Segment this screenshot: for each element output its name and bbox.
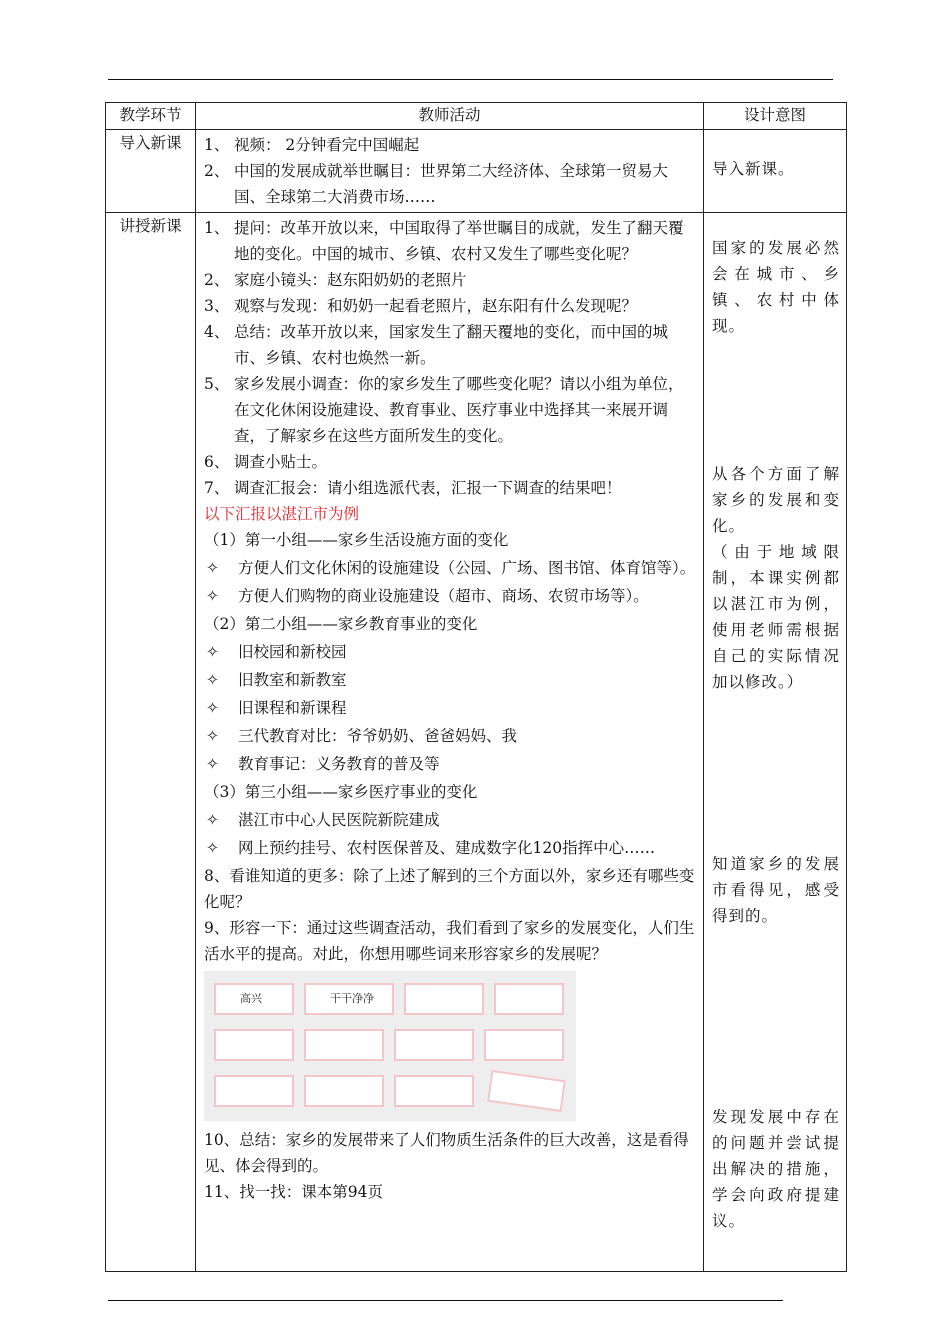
bullet-icon: ✧ [206, 671, 219, 689]
list-item: 2、 家庭小镜头：赵东阳奶奶的老照片 [204, 271, 467, 289]
header-rule [108, 79, 833, 80]
word-card [214, 1075, 294, 1107]
bullet-icon: ✧ [206, 559, 219, 577]
word-card [394, 1029, 474, 1061]
group2-title: （2）第二小组——家乡教育事业的变化 [204, 615, 478, 633]
list-item: 7、 调查汇报会：请小组选派代表，汇报一下调查的结果吧！ [204, 479, 622, 497]
word-card [487, 1070, 566, 1112]
header-teacher-activity: 教师活动 [196, 103, 704, 130]
item-11: 11、找一找：课本第94页 [204, 1183, 383, 1201]
table-header-row [106, 103, 847, 130]
intro-row [106, 130, 847, 213]
lecture-intent [704, 213, 847, 1272]
intro-activities [196, 130, 704, 213]
list-item: 2、 中国的发展成就举世瞩目：世界第二大经济体、全球第一贸易大国、全球第二大消费市场…… [204, 162, 669, 206]
lesson-plan-table [105, 102, 847, 1272]
word-card [494, 983, 564, 1015]
intent-2: 从各个方面了解家乡的发展和变化。 [712, 465, 840, 535]
list-item: 5、 家乡发展小调查：你的家乡发生了哪些变化呢？请以小组为单位，在文化休闲设施建设、教育事业、医疗事业中选择其一来展开调查，了解家乡在这些方面所发生的变化。 [204, 375, 684, 445]
intent-1: 国家的发展必然会在城市、乡镇、农村中体现。 [712, 239, 840, 335]
item-8: 8、看谁知道的更多：除了上述了解到的三个方面以外，家乡还有哪些变化呢？ [204, 867, 695, 911]
header-stage: 教学环节 [106, 103, 196, 130]
bullet-item: ✧ 方便人们文化休闲的设施建设（公园、广场、图书馆、体育馆等）。 [204, 555, 697, 581]
bullet-icon: ✧ [206, 587, 219, 605]
bullet-item: ✧ 方便人们购物的商业设施建设（超市、商场、农贸市场等）。 [204, 583, 697, 609]
bullet-icon: ✧ [206, 727, 219, 745]
bullet-icon: ✧ [206, 839, 219, 857]
word-card [304, 1029, 384, 1061]
group1-title: （1）第一小组——家乡生活设施方面的变化 [204, 531, 509, 549]
item-9: 9、形容一下：通过这些调查活动，我们看到了家乡的发展变化，人们生活水平的提高。对此，你想用哪些词来形容家乡的发展呢？ [204, 919, 695, 963]
list-item: 6、 调查小贴士。 [204, 453, 328, 471]
intent-4: 知道家乡的发展市看得见，感受得到的。 [712, 855, 840, 925]
word-card: 干干净净 [304, 983, 394, 1015]
word-card: 高兴 [214, 983, 294, 1015]
word-card [484, 1029, 564, 1061]
list-item: 4、 总结：改革开放以来，国家发生了翻天覆地的变化，而中国的城市、乡镇、农村也焕然一新。 [204, 323, 669, 367]
bullet-icon: ✧ [206, 755, 219, 773]
word-card [404, 983, 484, 1015]
bullet-item: ✧ 网上预约挂号、农村医保普及、建成数字化120指挥中心…… [204, 835, 697, 861]
item-10: 10、总结：家乡的发展带来了人们物质生活条件的巨大改善，这是看得见、体会得到的。 [204, 1131, 689, 1175]
bullet-item: ✧ 旧课程和新课程 [204, 695, 697, 721]
list-item: 1、 视频： 2分钟看完中国崛起 [204, 136, 420, 154]
bullet-item: ✧ 教育事记：义务教育的普及等 [204, 751, 697, 777]
intro-stage: 导入新课 [106, 130, 196, 213]
list-item: 1、 提问：改革开放以来，中国取得了举世瞩目的成就，发生了翻天覆地的变化。中国的城市、乡镇、农村又发生了哪些变化呢？ [204, 219, 684, 263]
bullet-item: ✧ 三代教育对比：爷爷奶奶、爸爸妈妈、我 [204, 723, 697, 749]
intro-intent: 导入新课。 [704, 130, 847, 213]
lecture-stage: 讲授新课 [106, 213, 196, 1272]
bullet-icon: ✧ [206, 811, 219, 829]
bullet-icon: ✧ [206, 699, 219, 717]
header-design-intent: 设计意图 [704, 103, 847, 130]
footer-rule [108, 1300, 783, 1301]
word-card [304, 1075, 384, 1107]
group3-title: （3）第三小组——家乡医疗事业的变化 [204, 783, 478, 801]
bullet-icon: ✧ [206, 643, 219, 661]
word-card-image [204, 971, 576, 1121]
intent-5: 发现发展中存在的问题并尝试提出解决的措施，学会向政府提建议。 [712, 1108, 840, 1230]
word-card [214, 1029, 294, 1061]
example-note: 以下汇报以湛江市为例 [204, 505, 360, 523]
word-card [394, 1075, 474, 1107]
bullet-item: ✧ 旧教室和新教室 [204, 667, 697, 693]
bullet-item: ✧ 旧校园和新校园 [204, 639, 697, 665]
lecture-activities [196, 213, 704, 1272]
intent-3: （由于地域限制，本课实例都以湛江市为例，使用老师需根据自己的实际情况加以修改。） [712, 543, 840, 691]
list-item: 3、 观察与发现：和奶奶一起看老照片，赵东阳有什么发现呢？ [204, 297, 638, 315]
lecture-row [106, 213, 847, 1272]
bullet-item: ✧ 湛江市中心人民医院新院建成 [204, 807, 697, 833]
